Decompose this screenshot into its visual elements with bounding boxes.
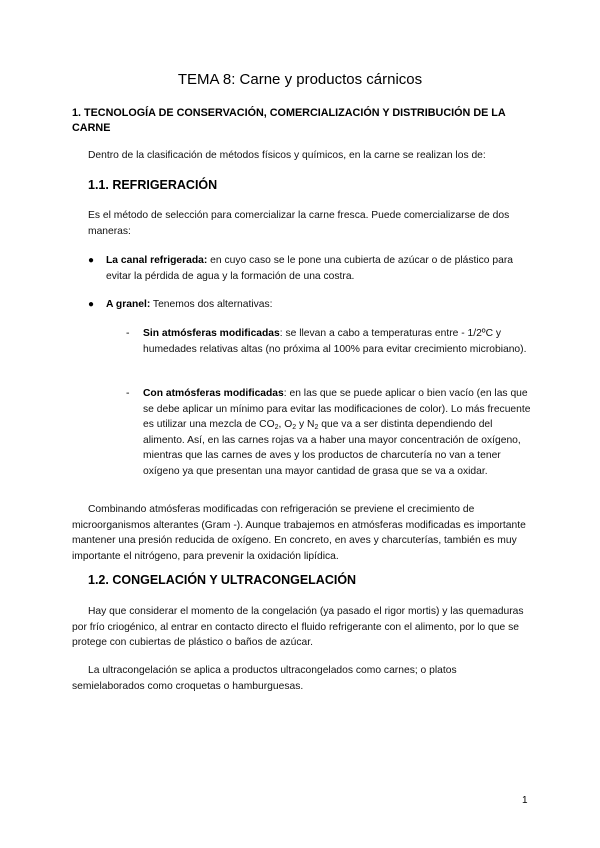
subitem-sin-atmosferas [143, 326, 533, 357]
bullet-a-granel [106, 297, 531, 313]
bullet-text: en cuyo caso se le pone una cubierta de azúcar o de plástico para evitar la pérdida de agua y la formación de una costra. [106, 255, 513, 282]
bullet-label: A granel: [106, 299, 151, 310]
page-title: TEMA 8: Carne y productos cárnicos [177, 71, 423, 88]
dash-marker: - [126, 327, 130, 339]
section-1-1-closing: Combinando atmósferas modificadas con refrigeración se previene el crecimiento de microorganismos alterantes (Gram -). Aunque trabajemos en atmósferas modificadas es importante mantener una presión reducida de oxígeno. En concreto, en aves y charcuterías, también es muy importante el nitrógeno, para prevenir la oxidación lipídica. [72, 504, 526, 562]
page-number: 1 [522, 795, 528, 806]
subitem-text: y N [296, 419, 315, 430]
bullet-canal-refrigerada [106, 253, 531, 284]
section-1-heading: 1. TECNOLOGÍA DE CONSERVACIÓN, COMERCIALIZACIÓN Y DISTRIBUCIÓN DE LA CARNE [72, 107, 506, 134]
section-1-intro: Dentro de la clasificación de métodos físicos y químicos, en la carne se realizan los de: [88, 150, 486, 161]
subitem-con-atmosferas [143, 386, 533, 479]
section-1-2-heading: 1.2. CONGELACIÓN Y ULTRACONGELACIÓN [88, 573, 357, 587]
dash-marker: - [126, 387, 130, 399]
subitem-text: que va a ser distinta dependiendo del alimento. Así, en las carnes rojas va a haber una mayor concentración de oxígeno, mientras que las carnes de aves y los productos de charcutería no van a tener oxígeno ya que presentan una mayor cantidad de grasa que se va a oxidar. [143, 419, 521, 477]
bullet-text: Tenemos dos alternativas: [150, 299, 273, 310]
subscript: 2 [274, 424, 279, 431]
subitem-label: Con atmósferas modificadas [143, 388, 284, 399]
subitem-text: : en las que se puede aplicar o bien vacío (en las que se debe aplicar un mínimo para evitar las modificaciones de color). Lo más frecuente es utilizar una mezcla de CO [143, 388, 531, 430]
section-1-1-heading: 1.1. REFRIGERACIÓN [88, 178, 218, 192]
subscript: 2 [292, 424, 297, 431]
subitem-text: : se llevan a cabo a temperaturas entre - 1/2ºC y humedades relativas altas (no próxima al 100% para evitar crecimiento microbiano). [143, 328, 527, 355]
section-1-1-intro: Es el método de selección para comercializar la carne fresca. Puede comercializarse de dos maneras: [88, 210, 510, 237]
subitem-text: , O [278, 419, 293, 430]
section-1-2-para-2: La ultracongelación se aplica a productos ultracongelados como carnes; o platos semielaborados como croquetas o hamburguesas. [72, 665, 457, 692]
bullet-label: La canal refrigerada: [106, 255, 208, 266]
bullet-marker: ● [88, 255, 95, 266]
section-1-2-para-1: Hay que considerar el momento de la congelación (ya pasado el rigor mortis) y las quemaduras por frío criogénico, al entrar en contacto directo el fluido refrigerante con el alimento, por lo que se protege con cubiertas de plástico o baños de azúcar. [72, 606, 524, 648]
subitem-label: Sin atmósferas modificadas [143, 328, 280, 339]
subscript: 2 [314, 424, 319, 431]
bullet-marker: ● [88, 299, 95, 310]
